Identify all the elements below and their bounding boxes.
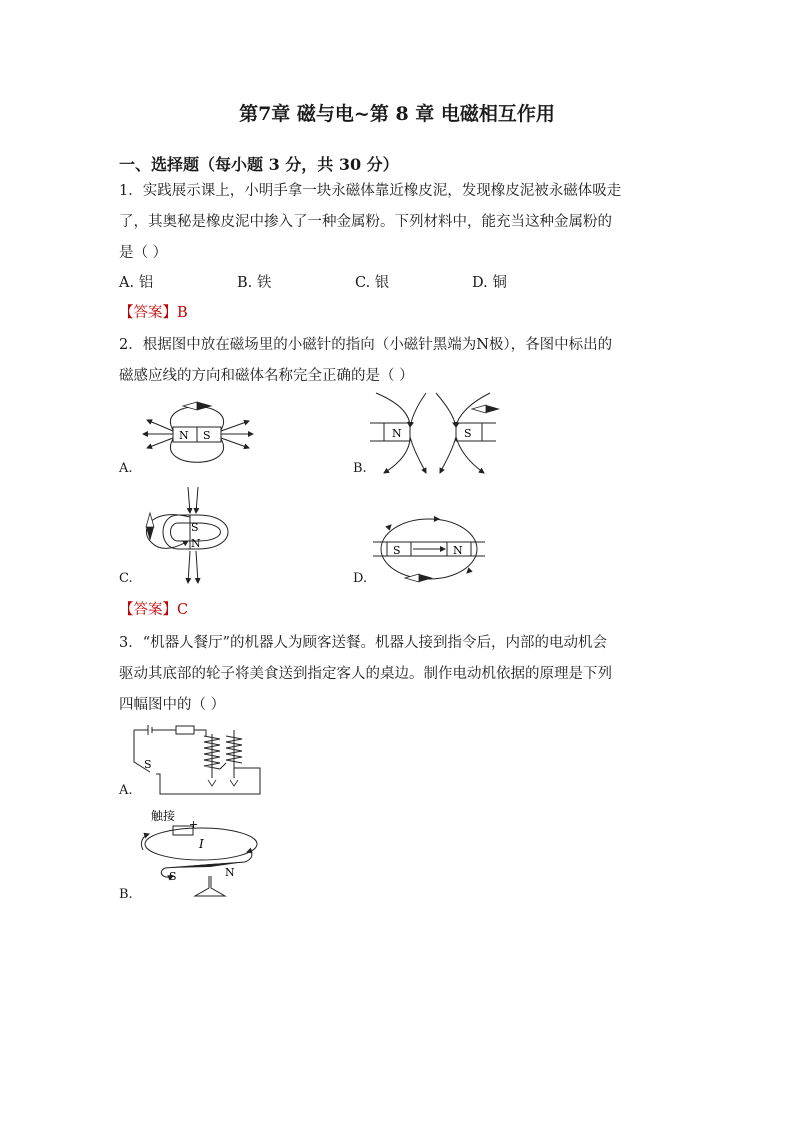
q3-label-a: A.: [119, 783, 133, 798]
q3-line2: 驱动其底部的轮子将美食送到指定客人的桌边。制作电动机依据的原理是下列: [119, 666, 612, 682]
q3-figure-b: [135, 806, 265, 902]
q2c-s-letter: S: [191, 521, 199, 534]
q2c-n-letter: N: [191, 537, 201, 550]
q2-answer-label: 【答案】: [119, 602, 177, 618]
q1-option-a: A. 铝: [119, 275, 154, 291]
q1-line2: 了，其奥秘是橡皮泥中掺入了一种金属粉。下列材料中，能充当这种金属粉的: [119, 214, 612, 230]
q2-answer-value: C: [177, 602, 189, 618]
q2-figure-c: [138, 487, 258, 585]
q2d-n-letter: N: [453, 544, 463, 557]
q2-label-d: D.: [353, 571, 368, 586]
q1-option-d: D. 铜: [472, 275, 507, 291]
q3b-n-letter: N: [225, 866, 235, 879]
q2-label-b: B.: [353, 461, 367, 476]
q3a-switch-label: S: [144, 758, 152, 771]
q3b-touch-label: 触接: [151, 809, 176, 823]
q2-line2: 磁感应线的方向和磁体名称完全正确的是（ ）: [119, 368, 414, 384]
q1-option-c: C. 银: [355, 275, 390, 291]
q1-option-b: B. 铁: [237, 275, 272, 291]
q2a-s-letter: S: [203, 429, 211, 442]
q1-answer-label: 【答案】: [119, 305, 177, 321]
page-title: 第7章 磁与电~第 8 章 电磁相互作用: [239, 103, 555, 125]
q2b-s-letter: S: [464, 427, 472, 440]
q2-figure-b: [370, 393, 510, 473]
q2-label-c: C.: [119, 571, 133, 586]
q2a-n-letter: N: [179, 429, 189, 442]
q1-line3: 是（ ）: [119, 245, 168, 261]
section-heading: 一、选择题（每小题 3 分，共 30 分）: [119, 155, 399, 174]
q2b-n-letter: N: [392, 427, 402, 440]
q2-line1: 2．根据图中放在磁场里的小磁针的指向（小磁针黑端为N极），各图中标出的: [119, 337, 613, 353]
q2-answer: [119, 598, 188, 619]
q1-answer-value: B: [177, 305, 188, 321]
q1-line1: 1．实践展示课上，小明手拿一块永磁体靠近橡皮泥，发现橡皮泥被永磁体吸走: [119, 183, 622, 199]
q3-line3: 四幅图中的（ ）: [119, 697, 226, 713]
q3b-plus: +: [189, 818, 199, 831]
q3-figure-a: [134, 722, 264, 797]
q2-figure-d: [373, 513, 493, 583]
q3-label-b: B.: [119, 887, 133, 902]
q1-answer: [119, 301, 188, 322]
q2-figure-a: [135, 394, 265, 474]
q2-label-a: A.: [119, 461, 133, 476]
q3-line1: 3．“机器人餐厅”的机器人为顾客送餐。机器人接到指令后，内部的电动机会: [119, 635, 608, 651]
q3b-s-letter: S: [169, 870, 177, 883]
q3b-current: I: [199, 837, 204, 851]
q2d-s-letter: S: [393, 544, 401, 557]
